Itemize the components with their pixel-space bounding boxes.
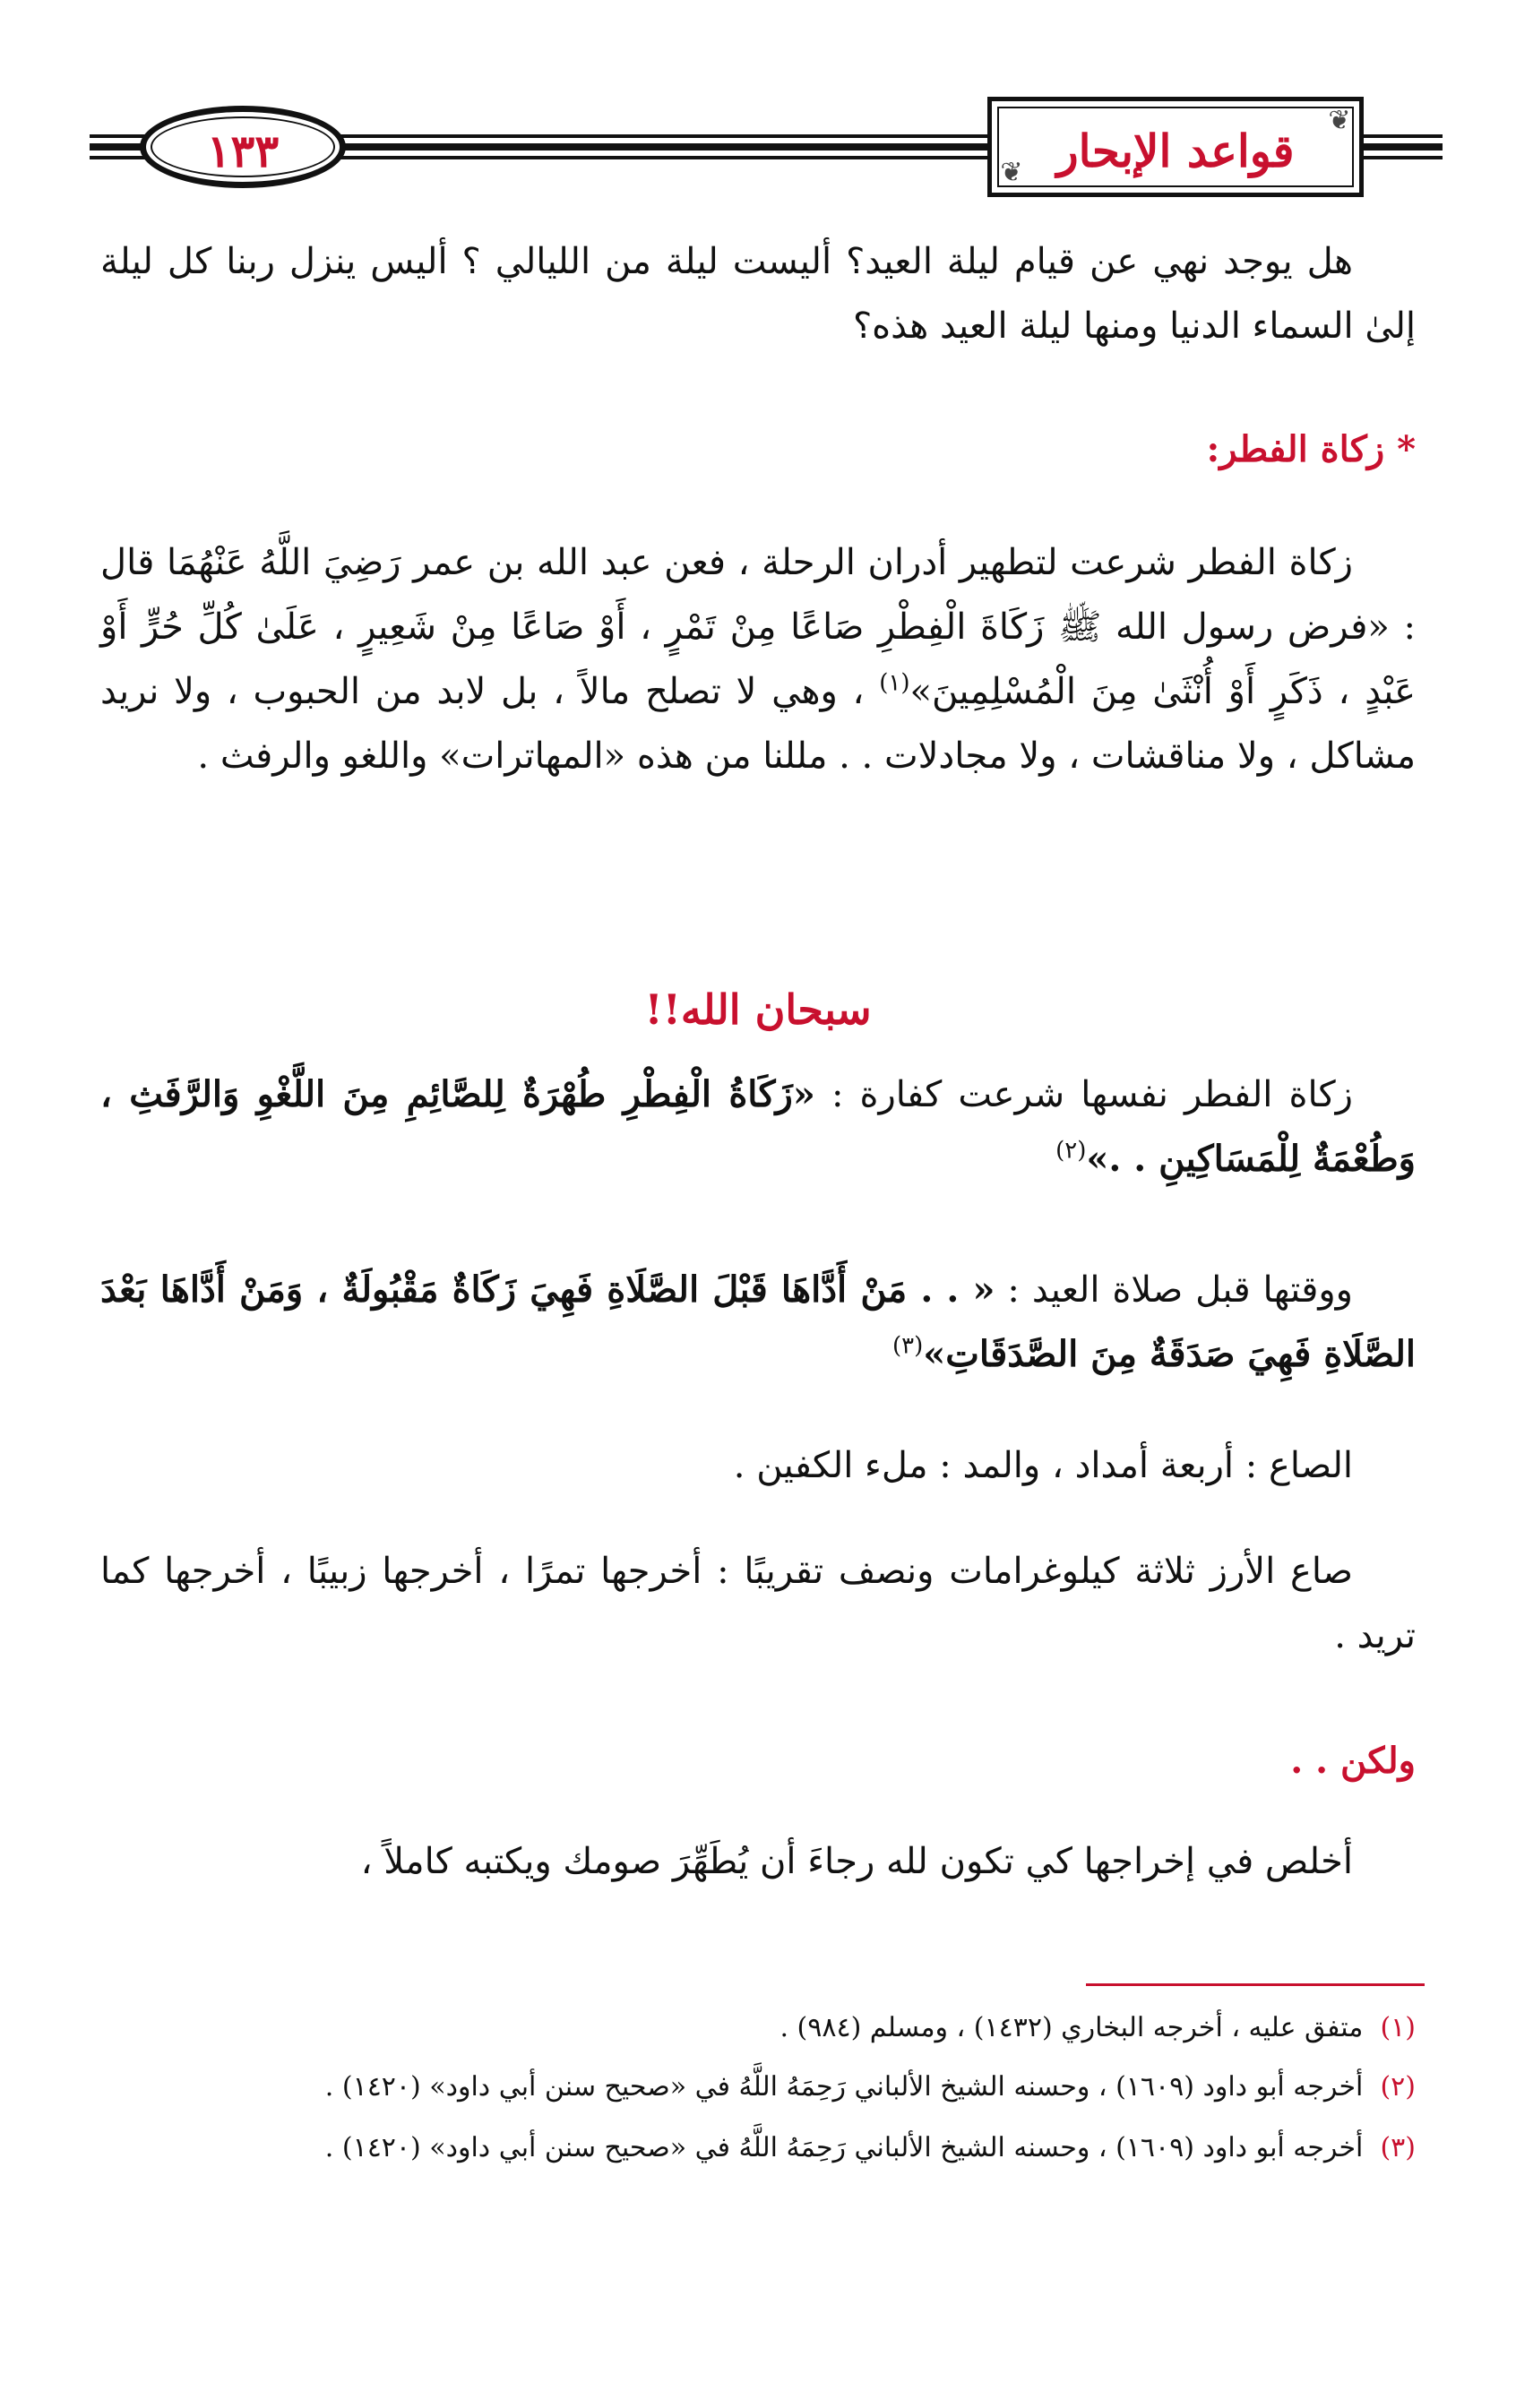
section-heading-zakat: * زكاة الفطر: xyxy=(1206,428,1416,470)
book-title: قواعد الإبحار xyxy=(1056,125,1295,177)
kaffara-paragraph: زكاة الفطر نفسها شرعت كفارة : «زَكَاةُ الْفِطْرِ طُهْرَةٌ لِلصَّائِمِ مِنَ اللَّغْوِ وَالرَّفَثِ ، وَطُعْمَةٌ لِلْمَسَاكِينِ . .»$^{(٢)}$ xyxy=(100,1073,1416,1180)
ornament-icon: ❦ xyxy=(1000,157,1023,188)
timing-paragraph: ووقتها قبل صلاة العيد : « . . مَنْ أَدَّاهَا قَبْلَ الصَّلَاةِ فَهِيَ زَكَاةٌ مَقْبُولَةٌ ، وَمَنْ أَدَّاهَا بَعْدَ الصَّلَاةِ فَهِيَ صَدَقَةٌ مِنَ الصَّدَقَاتِ»$^{(٣)}$ xyxy=(100,1268,1416,1375)
page-number: ١٣٣ xyxy=(206,125,280,177)
section-heading-walakin: ولكن . . xyxy=(1290,1740,1416,1782)
section-heading-subhan: سبحان الله!! xyxy=(644,985,872,1034)
footnote-separator xyxy=(1086,1983,1425,1986)
ornament-icon: ❦ xyxy=(1328,105,1351,136)
footnote-ref: (٢) xyxy=(1055,1137,1087,1165)
page-number-oval xyxy=(140,106,346,188)
book-title-box xyxy=(987,97,1364,197)
footnote-ref: (١) xyxy=(879,669,910,697)
intro-paragraph: هل يوجد نهي عن قيام ليلة العيد؟ أليست ليلة من الليالي ؟ أليس ينزل ربنا كل ليلة إلىٰ السماء الدنيا ومنها ليلة العيد هذه؟ xyxy=(100,241,1416,347)
footnote-2: (٢) أخرجه أبو داود (١٦٠٩) ، وحسنه الشيخ الألباني رَحِمَهُ اللَّهُ في «صحيح سنن أبي داود» (١٤٢٠) . xyxy=(324,2071,1416,2103)
zakat-paragraph: زكاة الفطر شرعت لتطهير أدران الرحلة ، فعن عبد الله بن عمر رَضِيَ اللَّهُ عَنْهُمَا قال : «فرض رسول الله ﷺ زَكَاةَ الْفِطْرِ صَاعًا مِنْ تَمْرٍ ، أَوْ صَاعًا مِنْ شَعِيرٍ ، عَلَىٰ كُلِّ حُرٍّ أَوْ عَبْدٍ ، ذَكَرٍ أَوْ أُنْثَىٰ مِنَ الْمُسْلِمِينَ»$^{(١)}$ ، وهي لا تصلح مالاً ، بل لابد من الحبوب ، ولا نريد مشاكل ، ولا مناقشات ، ولا مجادلات . . مللنا من هذه «المهاترات» واللغو والرفث . xyxy=(100,542,1417,777)
closing-paragraph: أخلص في إخراجها كي تكون لله رجاءَ أن يُطَهِّرَ صومك ويكتبه كاملاً ، xyxy=(360,1841,1353,1882)
footnote-1: (١) متفق عليه ، أخرجه البخاري (١٤٣٢) ، ومسلم (٩٨٤) . xyxy=(780,2012,1416,2043)
footnote-3: (٣) أخرجه أبو داود (١٦٠٩) ، وحسنه الشيخ الألباني رَحِمَهُ اللَّهُ في «صحيح سنن أبي داود» (١٤٢٠) . xyxy=(324,2132,1416,2163)
saa-definition: الصاع : أربعة أمداد ، والمد : ملء الكفين . xyxy=(733,1445,1353,1486)
hadith-quote: «زَكَاةُ الْفِطْرِ طُهْرَةٌ لِلصَّائِمِ مِنَ اللَّغْوِ وَالرَّفَثِ ، وَطُعْمَةٌ لِلْمَسَاكِينِ . .» xyxy=(100,1073,1416,1180)
footnote-ref: (٣) xyxy=(892,1332,924,1360)
rice-paragraph: صاع الأرز ثلاثة كيلوغرامات ونصف تقريبًا : أخرجها تمرًا ، أخرجها زبيبًا ، أخرجها كما تريد . xyxy=(100,1551,1416,1656)
hadith-quote: « . . مَنْ أَدَّاهَا قَبْلَ الصَّلَاةِ فَهِيَ زَكَاةٌ مَقْبُولَةٌ ، وَمَنْ أَدَّاهَا بَعْدَ الصَّلَاةِ فَهِيَ صَدَقَةٌ مِنَ الصَّدَقَاتِ» xyxy=(100,1268,1416,1375)
